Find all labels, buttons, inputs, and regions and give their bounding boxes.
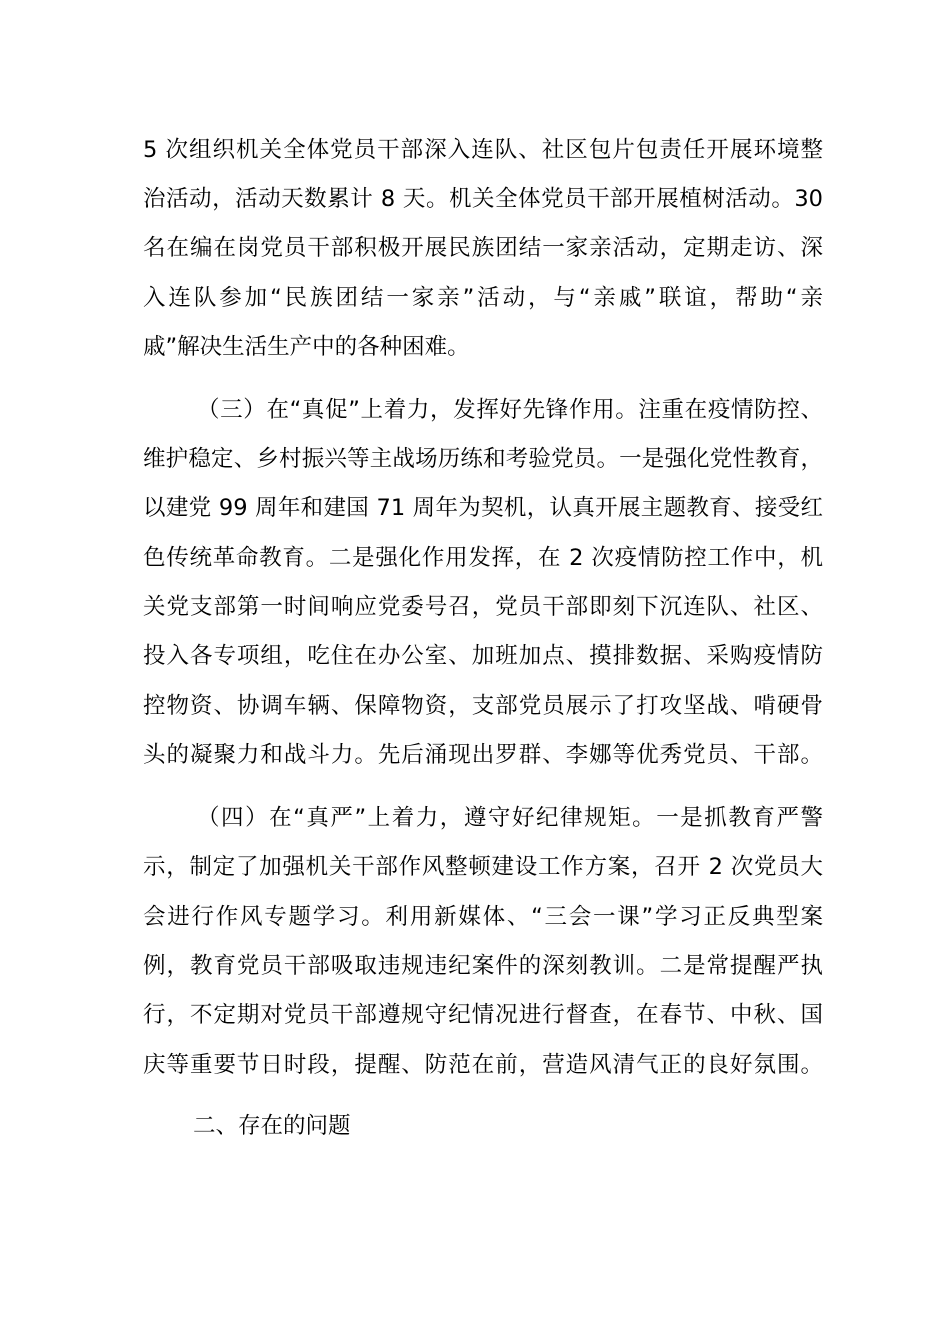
text-line: 控物资、协调车辆、保障物资，支部党员展示了打攻坚战、啃硬骨: [143, 693, 823, 719]
text-line: 戚”解决生活生产中的各种困难。: [143, 334, 470, 360]
text-line: 5 次组织机关全体党员干部深入连队、社区包片包责任开展环境整: [143, 137, 823, 163]
text-line: 以建党 99 周年和建国 71 周年为契机，认真开展主题教育、接受红: [143, 495, 823, 521]
text-line: 名在编在岗党员干部积极开展民族团结一家亲活动，定期走访、深: [143, 235, 823, 261]
section-heading: 二、存在的问题: [193, 1113, 351, 1139]
text-line: 维护稳定、乡村振兴等主战场历练和考验党员。一是强化党性教育，: [143, 446, 823, 472]
text-line: 关党支部第一时间响应党委号召，党员干部即刻下沉连队、社区、: [143, 594, 823, 620]
text-line: （三）在“真促”上着力，发挥好先锋作用。注重在疫情防控、: [197, 397, 823, 423]
text-line: 示，制定了加强机关干部作风整顿建设工作方案，召开 2 次党员大: [143, 854, 823, 880]
text-line: 例，教育党员干部吸取违规违纪案件的深刻教训。二是常提醒严执: [143, 953, 823, 979]
text-line: 入连队参加“民族团结一家亲”活动，与“亲戚”联谊，帮助“亲: [143, 285, 823, 311]
text-line: 头的凝聚力和战斗力。先后涌现出罗群、李娜等优秀党员、干部。: [143, 742, 823, 768]
text-line: 行，不定期对党员干部遵规守纪情况进行督查，在春节、中秋、国: [143, 1002, 823, 1028]
text-line: 色传统革命教育。二是强化作用发挥，在 2 次疫情防控工作中，机: [143, 545, 823, 571]
text-line: 庆等重要节日时段，提醒、防范在前，营造风清气正的良好氛围。: [143, 1052, 823, 1078]
text-line: 会进行作风专题学习。利用新媒体、“三会一课”学习正反典型案: [143, 904, 823, 930]
text-line: （四）在“真严”上着力，遵守好纪律规矩。一是抓教育严警: [197, 805, 823, 831]
text-line: 投入各专项组，吃住在办公室、加班加点、摸排数据、采购疫情防: [143, 643, 823, 669]
text-line: 治活动，活动天数累计 8 天。机关全体党员干部开展植树活动。30: [143, 186, 823, 212]
